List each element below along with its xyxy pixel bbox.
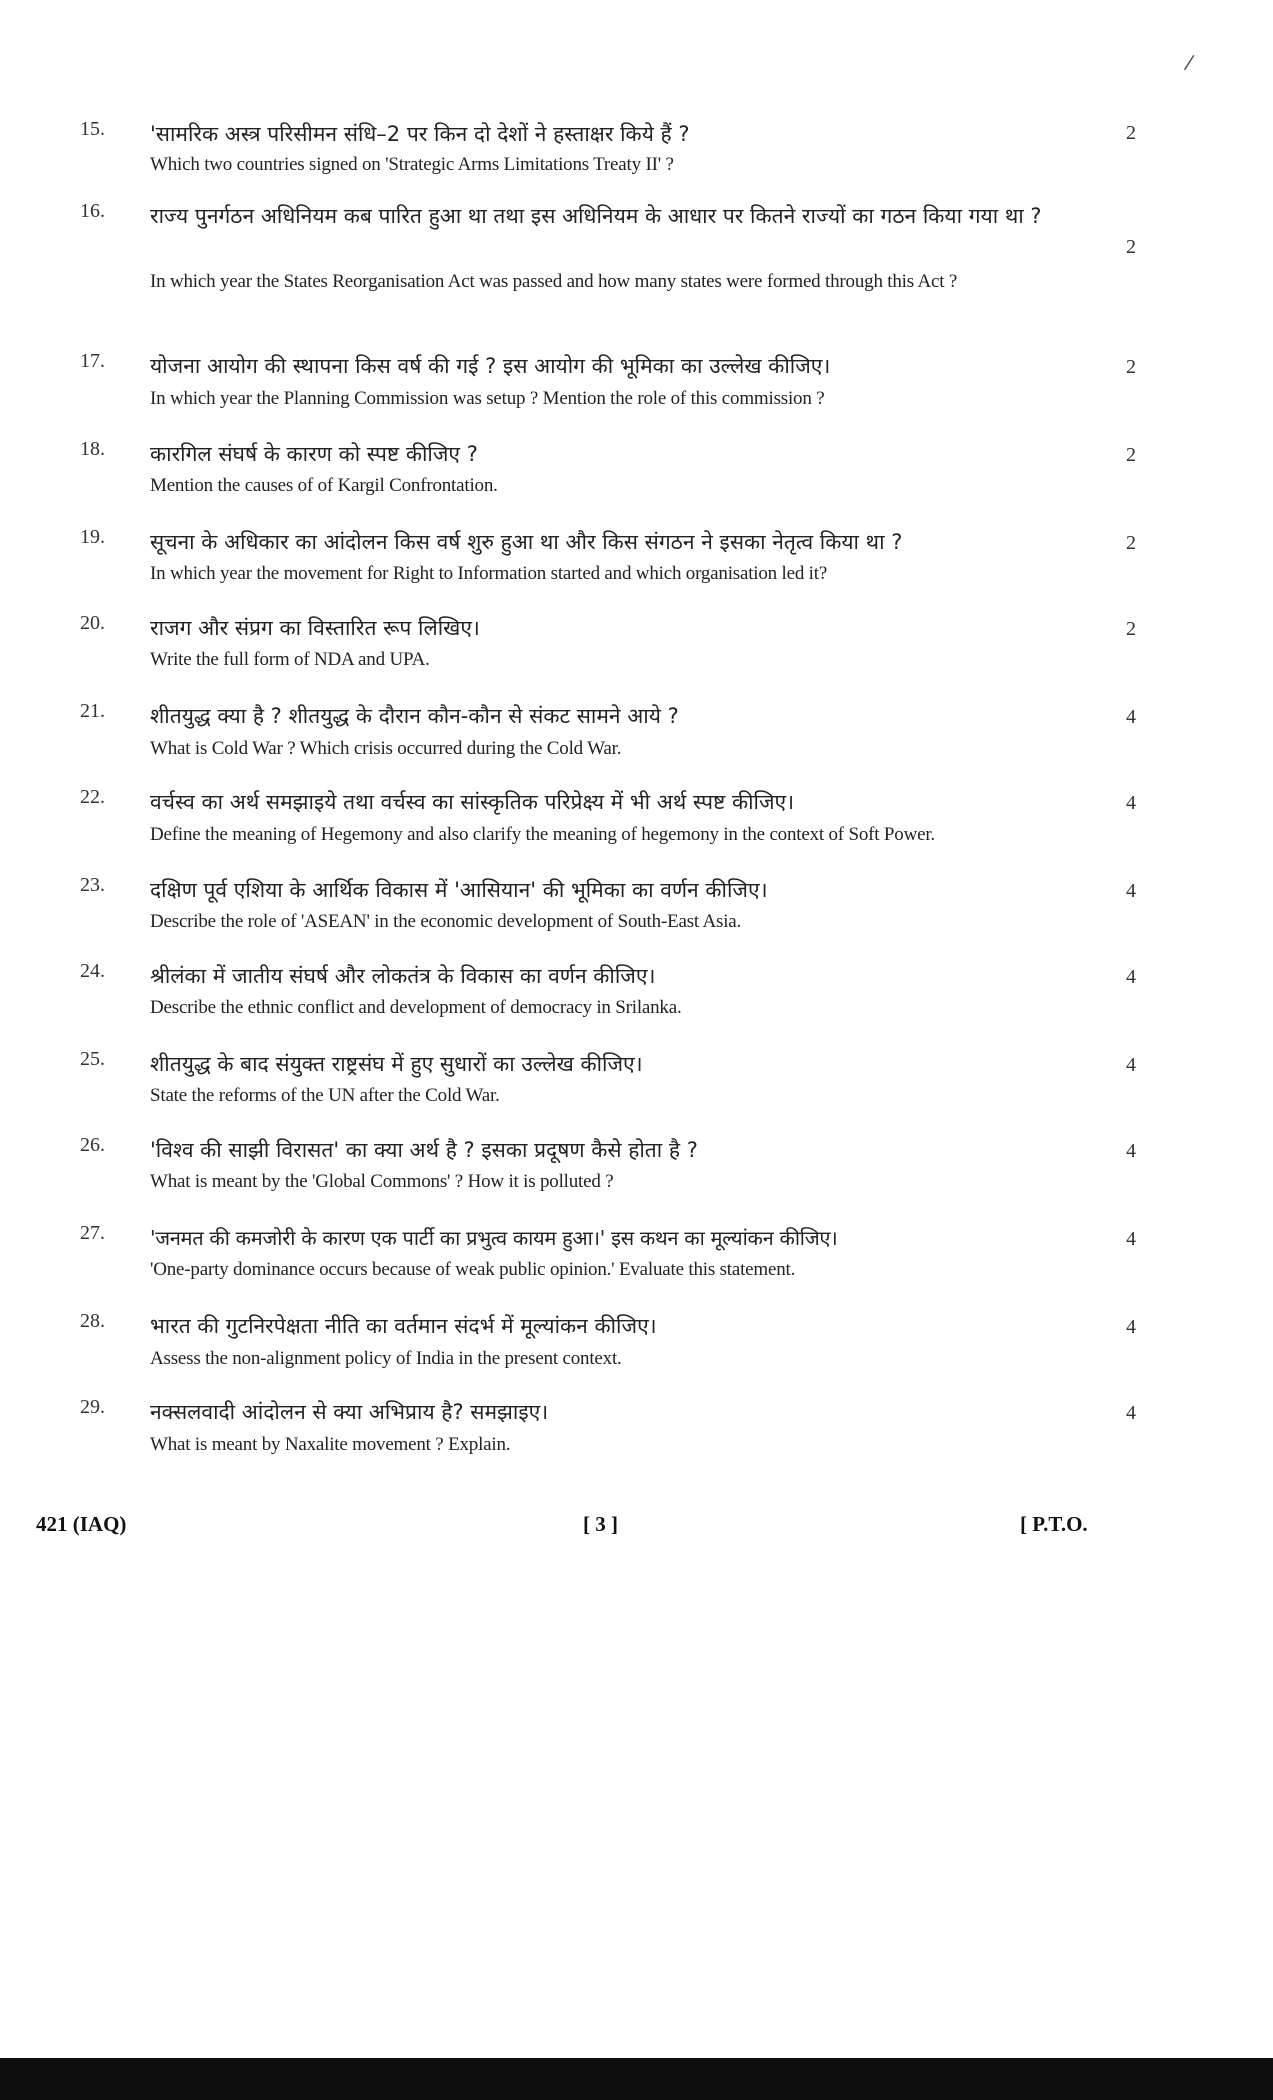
question-english: Which two countries signed on 'Strategic Arms Limitations Treaty II' ? <box>150 154 674 175</box>
question-english: What is meant by the 'Global Commons' ? How it is polluted ? <box>150 1171 614 1192</box>
question-marks: 4 <box>1126 1316 1136 1338</box>
please-turn-over: [ P.T.O. <box>1020 1512 1088 1536</box>
question-marks: 2 <box>1126 618 1136 640</box>
question-hindi: 'सामरिक अस्त्र परिसीमन संधि–2 पर किन दो देशों ने हस्ताक्षर किये हैं ? <box>150 122 690 146</box>
question-english: Mention the causes of of Kargil Confrontation. <box>150 475 498 496</box>
question-number: 18. <box>80 438 105 460</box>
question-english: 'One-party dominance occurs because of weak public opinion.' Evaluate this statement. <box>150 1259 796 1280</box>
question-english: Define the meaning of Hegemony and also clarify the meaning of hegemony in the context of Soft Power. <box>150 824 935 845</box>
question-marks: 2 <box>1126 122 1136 144</box>
question-marks: 4 <box>1126 1228 1136 1250</box>
question-marks: 2 <box>1126 356 1136 378</box>
question-number: 29. <box>80 1396 105 1418</box>
question-hindi: शीतयुद्ध क्या है ? शीतयुद्ध के दौरान कौन-कौन से संकट सामने आये ? <box>150 704 679 728</box>
question-marks: 4 <box>1126 706 1136 728</box>
question-number: 22. <box>80 786 105 808</box>
question-hindi: श्रीलंका में जातीय संघर्ष और लोकतंत्र के विकास का वर्णन कीजिए। <box>150 964 656 988</box>
scan-bottom-edge <box>0 2058 1273 2100</box>
question-hindi: वर्चस्व का अर्थ समझाइये तथा वर्चस्व का सांस्कृतिक परिप्रेक्ष्य में भी अर्थ स्पष्ट कीजिए। <box>150 790 795 814</box>
question-hindi: दक्षिण पूर्व एशिया के आर्थिक विकास में 'आसियान' की भूमिका का वर्णन कीजिए। <box>150 878 768 902</box>
question-number: 21. <box>80 700 105 722</box>
page-number: [ 3 ] <box>583 1512 618 1536</box>
question-marks: 2 <box>1126 532 1136 554</box>
question-english: What is Cold War ? Which crisis occurred during the Cold War. <box>150 738 622 759</box>
question-marks: 4 <box>1126 880 1136 902</box>
question-marks: 4 <box>1126 1054 1136 1076</box>
question-number: 17. <box>80 350 105 372</box>
question-hindi: राजग और संप्रग का विस्तारित रूप लिखिए। <box>150 616 480 640</box>
question-marks: 4 <box>1126 1140 1136 1162</box>
question-english: In which year the movement for Right to Information started and which organisation led it? <box>150 563 828 584</box>
question-english: Write the full form of NDA and UPA. <box>150 649 430 670</box>
question-number: 28. <box>80 1310 105 1332</box>
question-number: 24. <box>80 960 105 982</box>
question-hindi: सूचना के अधिकार का आंदोलन किस वर्ष शुरु हुआ था और किस संगठन ने इसका नेतृत्व किया था ? <box>150 530 903 554</box>
question-hindi: 'जनमत की कमजोरी के कारण एक पार्टी का प्रभुत्व कायम हुआ।' इस कथन का मूल्यांकन कीजिए। <box>150 1226 838 1250</box>
question-marks: 4 <box>1126 966 1136 988</box>
question-marks: 4 <box>1126 792 1136 814</box>
corner-mark: / <box>1183 49 1196 75</box>
question-hindi: कारगिल संघर्ष के कारण को स्पष्ट कीजिए ? <box>150 442 478 466</box>
question-marks: 2 <box>1126 236 1136 258</box>
question-number: 15. <box>80 118 105 140</box>
question-hindi: योजना आयोग की स्थापना किस वर्ष की गई ? इस आयोग की भूमिका का उल्लेख कीजिए। <box>150 354 831 378</box>
question-english: What is meant by Naxalite movement ? Explain. <box>150 1434 511 1455</box>
question-marks: 2 <box>1126 444 1136 466</box>
question-number: 23. <box>80 874 105 896</box>
question-number: 27. <box>80 1222 105 1244</box>
question-number: 20. <box>80 612 105 634</box>
question-number: 25. <box>80 1048 105 1070</box>
question-english: In which year the Planning Commission was setup ? Mention the role of this commission ? <box>150 388 825 409</box>
question-hindi: भारत की गुटनिरपेक्षता नीति का वर्तमान संदर्भ में मूल्यांकन कीजिए। <box>150 1314 657 1338</box>
question-number: 16. <box>80 200 105 222</box>
question-marks: 4 <box>1126 1402 1136 1424</box>
question-hindi: राज्य पुनर्गठन अधिनियम कब पारित हुआ था तथा इस अधिनियम के आधार पर कितने राज्यों का गठन किया गया था ? <box>150 204 1042 228</box>
question-english: Assess the non-alignment policy of India in the present context. <box>150 1348 622 1369</box>
question-hindi: नक्सलवादी आंदोलन से क्या अभिप्राय है? समझाइए। <box>150 1400 549 1424</box>
question-number: 26. <box>80 1134 105 1156</box>
paper-code: 421 (IAQ) <box>36 1512 127 1536</box>
question-hindi: 'विश्व की साझी विरासत' का क्या अर्थ है ? इसका प्रदूषण कैसे होता है ? <box>150 1138 698 1162</box>
question-english: In which year the States Reorganisation Act was passed and how many states were formed through this Act ? <box>150 271 958 292</box>
question-english: Describe the ethnic conflict and development of democracy in Srilanka. <box>150 997 682 1018</box>
question-hindi: शीतयुद्ध के बाद संयुक्त राष्ट्रसंघ में हुए सुधारों का उल्लेख कीजिए। <box>150 1052 643 1076</box>
question-english: Describe the role of 'ASEAN' in the economic development of South-East Asia. <box>150 911 742 932</box>
question-english: State the reforms of the UN after the Cold War. <box>150 1085 500 1106</box>
question-number: 19. <box>80 526 105 548</box>
